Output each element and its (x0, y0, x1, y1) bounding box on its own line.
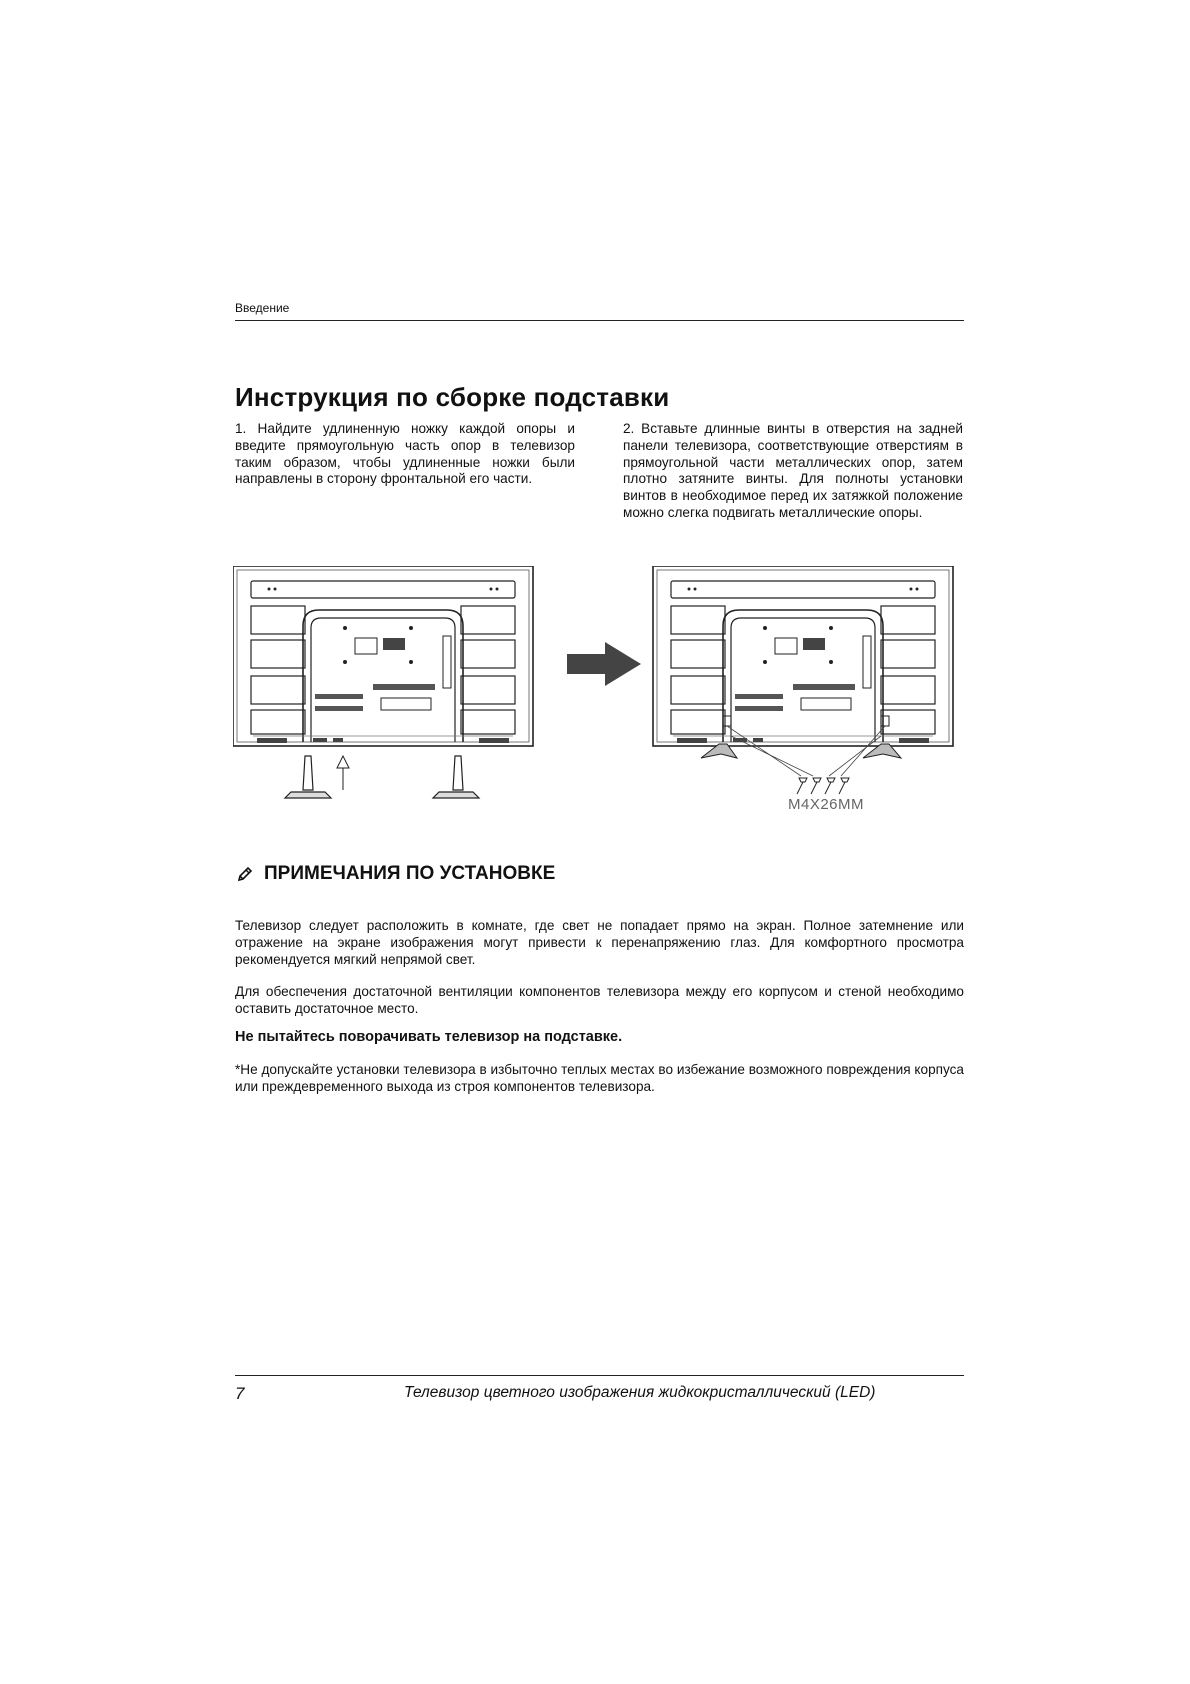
footer-doc-title: Телевизор цветного изображения жидкокристаллический (LED) (404, 1384, 876, 1401)
header-rule (235, 320, 964, 321)
notes-paragraph-2: Для обеспечения достаточной вентиляции компонентов телевизора между его корпусом и стеной необходимо оставить достаточное место. (235, 984, 964, 1016)
page-title: Инструкция по сборке подставки (235, 382, 670, 412)
stand-left-icon (285, 756, 331, 798)
stand-right-icon (433, 756, 479, 798)
notes-paragraph-1: Телевизор следует расположить в комнате, где свет не попадает прямо на экран. Полное затемнение или отражение на экране изображения могут привести к перенапряжению глаз. Для комфортного просмотра рекомендуется мягкий непрямой свет. (235, 918, 964, 967)
section-label: Введение (235, 301, 290, 315)
footer-rule (235, 1375, 964, 1376)
pencil-icon (236, 865, 254, 883)
screw-size-label: M4X26MM (788, 796, 865, 813)
notes-heading-text: ПРИМЕЧАНИЯ ПО УСТАНОВКЕ (264, 863, 556, 884)
right-arrow-icon (567, 642, 641, 686)
page-number: 7 (235, 1384, 245, 1403)
step-1-text: 1. Найдите удлиненную ножку каждой опоры и введите прямоугольную часть опор в телевизор таким образом, чтобы удлиненные ножки были направлены в сторону фронтальной его части. (235, 421, 575, 487)
notes-paragraph-3: *Не допускайте установки телевизора в избыточно теплых местах во избежание возможного повреждения корпуса или преждевременного выхода из строя компонентов телевизора. (235, 1062, 964, 1094)
screws-icon (797, 778, 849, 794)
up-arrow-icon (337, 756, 349, 790)
notes-heading (236, 863, 555, 885)
step-2-text: 2. Вставьте длинные винты в отверстия на задней панели телевизора, соответствующие отверстиям в прямоугольной части металлических опор, затем плотно затяните винты. Для полноты установки винтов в необходимое перед их затяжкой положение можно слегка подвигать металлические опоры. (623, 421, 963, 520)
warning-text: Не пытайтесь поворачивать телевизор на подставке. (235, 1029, 623, 1045)
stand-assembly-diagram (233, 566, 963, 816)
